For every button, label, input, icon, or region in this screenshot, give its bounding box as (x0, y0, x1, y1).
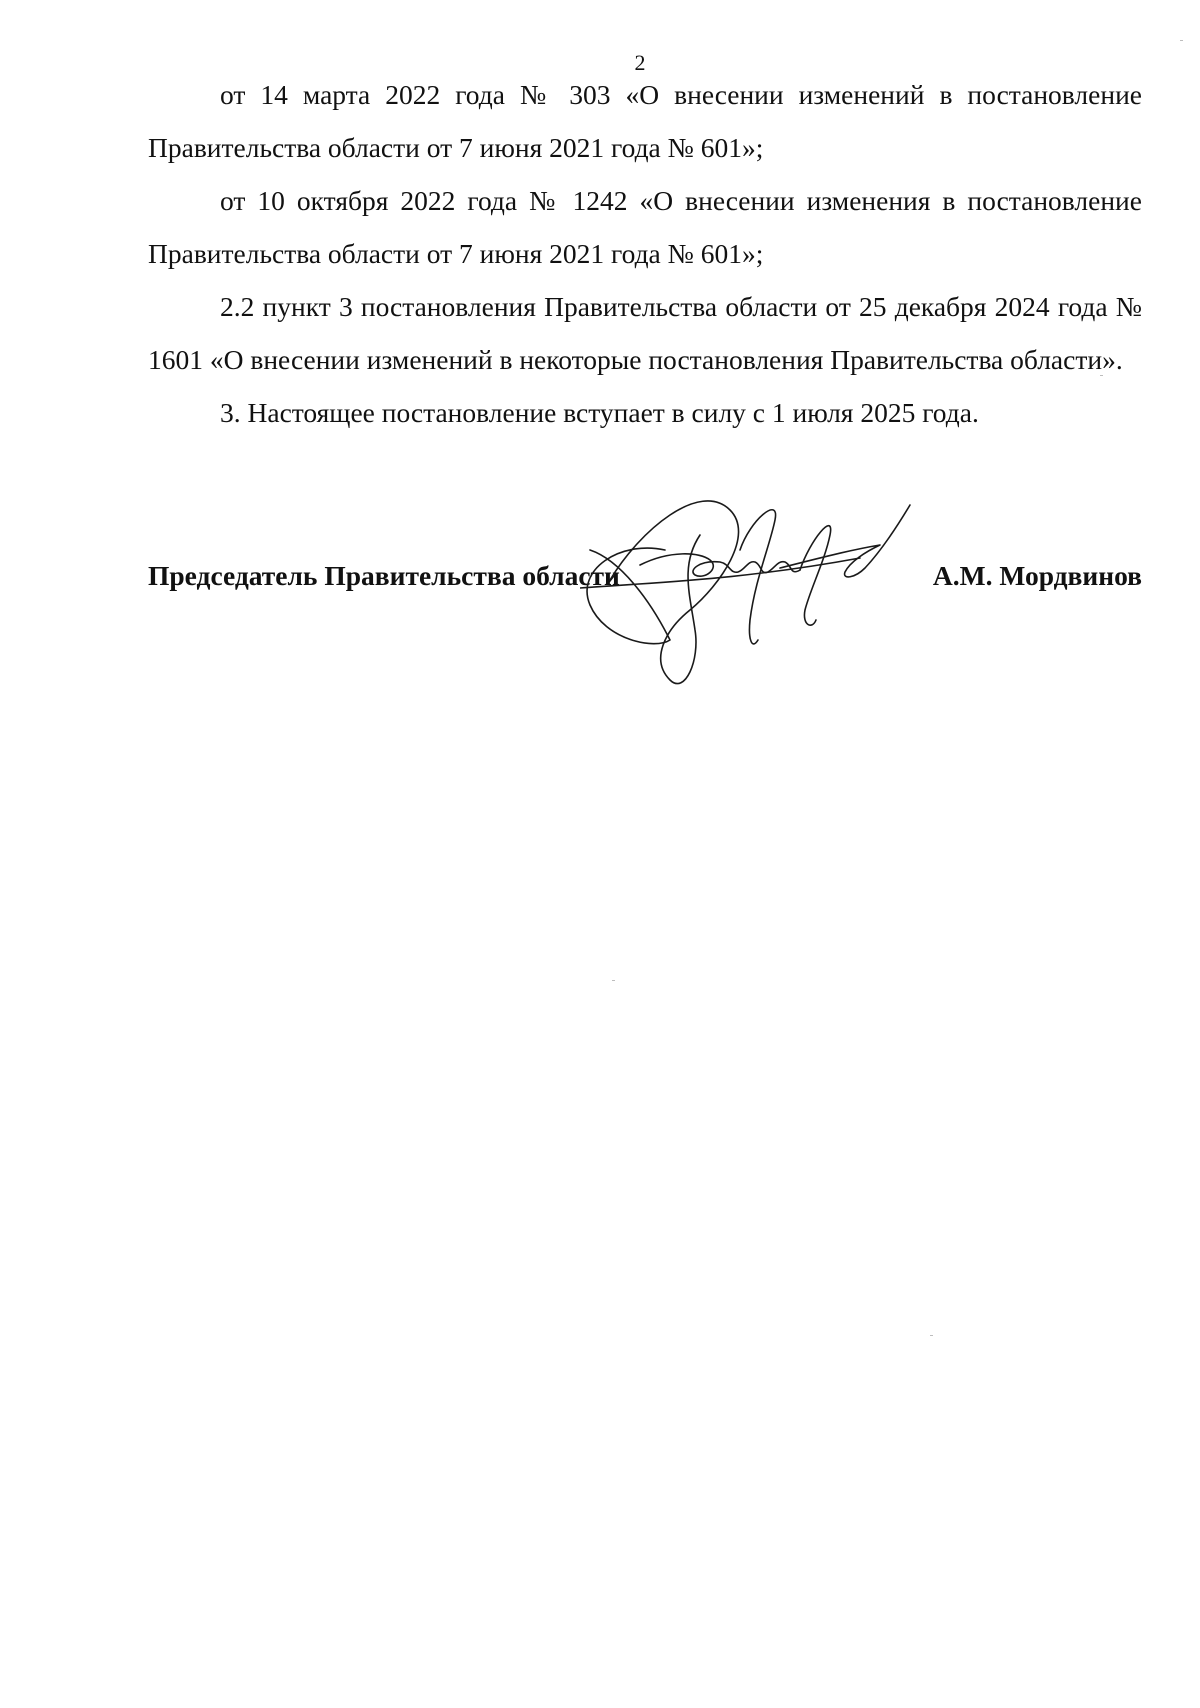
signatory-title: Председатель Правительства области (148, 560, 620, 591)
paragraph-4: 3. Настоящее постановление вступает в силу с 1 июля 2025 года. (220, 397, 979, 428)
paragraph-1: от 14 марта 2022 года № 303 «О внесении изменений в постановление Правительства области от 7 июня 2021 года № 601»; (148, 79, 1142, 163)
scan-speck (930, 1335, 933, 1336)
page-number: 2 (634, 50, 646, 75)
scan-speck (1180, 40, 1183, 41)
signatory-name: А.М. Мордвинов (932, 560, 1142, 591)
paragraph-3: 2.2 пункт 3 постановления Правительства области от 25 декабря 2024 года № 1601 «О внесении изменений в некоторые постановления Правительства области». (148, 291, 1142, 375)
scan-speck (612, 980, 615, 981)
scan-speck (1100, 375, 1103, 376)
document-body (148, 68, 1142, 439)
paragraph-2: от 10 октября 2022 года № 1242 «О внесении изменения в постановление Правительства области от 7 июня 2021 года № 601»; (148, 185, 1142, 269)
handwritten-signature (580, 490, 940, 700)
